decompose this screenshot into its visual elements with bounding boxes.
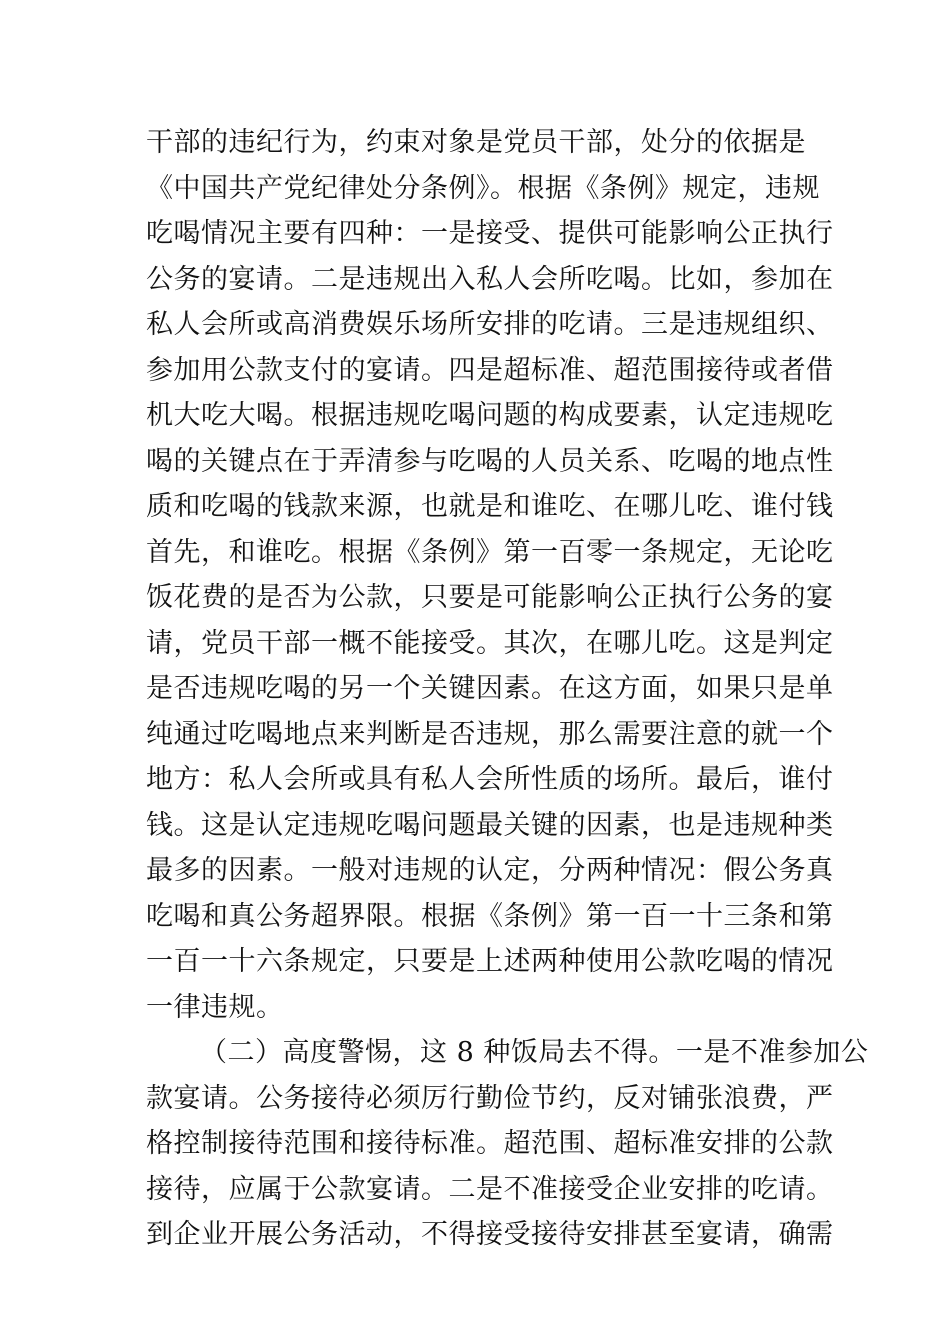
text-line-paragraph-end: 一律违规。: [146, 991, 284, 1023]
text-line: 吃喝和真公务超界限。根据《条例》第一百一十三条和第: [146, 900, 834, 932]
text-line: 饭花费的是否为公款，只要是可能影响公正执行公务的宴: [146, 582, 834, 613]
text-line: 喝的关键点在于弄清参与吃喝的人员关系、吃喝的地点性: [146, 445, 834, 477]
text-line: 请，党员干部一概不能接受。其次，在哪儿吃。这是判定: [146, 627, 834, 659]
text-line: 吃喝情况主要有四种：一是接受、提供可能影响公正执行: [146, 218, 834, 249]
text-line: 《中国共产党纪律处分条例》。根据《条例》规定，违规: [146, 172, 820, 204]
text-line: 款宴请。公务接待必须厉行勤俭节约，反对铺张浪费，严: [146, 1082, 834, 1114]
text-line: 机大吃大喝。根据违规吃喝问题的构成要素，认定违规吃: [146, 400, 834, 431]
text-line: 公务的宴请。二是违规出入私人会所吃喝。比如，参加在: [146, 263, 834, 295]
text-line: 质和吃喝的钱款来源，也就是和谁吃、在哪儿吃、谁付钱: [146, 491, 834, 522]
text-line: 到企业开展公务活动，不得接受接待安排甚至宴请，确需: [146, 1219, 834, 1250]
text-line: 是否违规吃喝的另一个关键因素。在这方面，如果只是单: [146, 673, 834, 704]
text-line: 钱。这是认定违规吃喝问题最关键的因素，也是违规种类: [146, 809, 834, 841]
text-line: 格控制接待范围和接待标准。超范围、超标准安排的公款: [146, 1128, 834, 1159]
text-line: 首先，和谁吃。根据《条例》第一百零一条规定，无论吃: [146, 536, 834, 568]
text-line: 参加用公款支付的宴请。四是超标准、超范围接待或者借: [146, 354, 834, 386]
text-line: 地方：私人会所或具有私人会所性质的场所。最后，谁付: [146, 764, 834, 795]
text-line: 最多的因素。一般对违规的认定，分两种情况：假公务真: [146, 855, 834, 886]
text-line: 私人会所或高消费娱乐场所安排的吃请。三是违规组织、: [146, 309, 834, 340]
text-line: 接待，应属于公款宴请。二是不准接受企业安排的吃请。: [146, 1173, 834, 1205]
text-line: 干部的违纪行为，约束对象是党员干部，处分的依据是: [146, 127, 806, 158]
body-text: [146, 120, 869, 1258]
text-line: 一百一十六条规定，只要是上述两种使用公款吃喝的情况: [146, 946, 834, 977]
section-heading-line: （二）高度警惕，这 8 种饭局去不得。一是不准参加公: [200, 1037, 869, 1068]
text-line: 纯通过吃喝地点来判断是否违规，那么需要注意的就一个: [146, 718, 834, 750]
